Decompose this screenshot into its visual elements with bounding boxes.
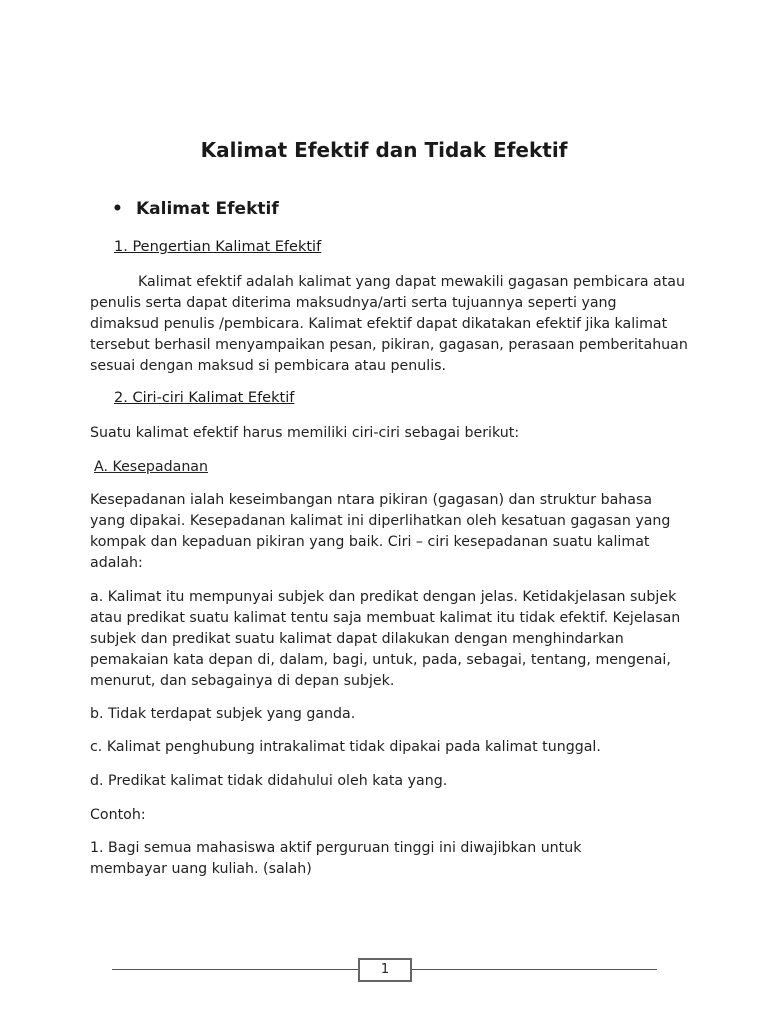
example-1: 1. Bagi semua mahasiswa aktif perguruan tinggi ini diwajibkan untuk membayar uang kuliah. (salah) xyxy=(90,840,582,877)
document-title: Kalimat Efektif dan Tidak Efektif xyxy=(200,138,568,162)
sub-a-paragraph: Kesepadanan ialah keseimbangan ntara pikiran (gagasan) dan struktur bahasa yang dipakai. Kesepadanan kalimat ini diperlihatkan oleh kesatuan gagasan yang kompak dan kepaduan pikiran yang baik. Ciri – ciri kesepadanan suatu kalimat adalah: xyxy=(90,492,671,571)
section1-paragraph: Kalimat efektif adalah kalimat yang dapat mewakili gagasan pembicara atau penulis serta dapat diterima maksudnya/arti serta tujuannya seperti yang dimaksud penulis /pembicara. Kalimat efektif dapat dikatakan efektif jika kalimat tersebut berhasil menyampaikan pesan, pikiran, gagasan, perasaan pemberitahuan sesuai dengan maksud si pembicara atau penulis. xyxy=(90,274,688,374)
section1-heading: 1. Pengertian Kalimat Efektif xyxy=(114,239,322,255)
item-c: c. Kalimat penghubung intrakalimat tidak dipakai pada kalimat tunggal. xyxy=(90,739,601,755)
bullet-icon: • xyxy=(112,199,123,219)
bullet-heading xyxy=(112,199,279,219)
section2-intro: Suatu kalimat efektif harus memiliki ciri-ciri sebagai berikut: xyxy=(90,425,520,441)
item-b: b. Tidak terdapat subjek yang ganda. xyxy=(90,706,356,722)
item-a: a. Kalimat itu mempunyai subjek dan predikat dengan jelas. Ketidakjelasan subjek atau predikat suatu kalimat tentu saja membuat kalimat itu tidak efektif. Kejelasan subjek dan predikat suatu kalimat dapat dilakukan dengan menghindarkan pemakaian kata depan di, dalam, bagi, untuk, pada, sebagai, tentang, mengenai, menurut, dan sebagainya di depan subjek. xyxy=(90,589,681,689)
bullet-heading-text: Kalimat Efektif xyxy=(136,199,279,219)
sub-a-heading: A. Kesepadanan xyxy=(94,459,208,475)
item-d: d. Predikat kalimat tidak didahului oleh kata yang. xyxy=(90,773,448,789)
contoh-label: Contoh: xyxy=(90,807,146,823)
section2-heading: 2. Ciri-ciri Kalimat Efektif xyxy=(114,390,295,406)
page-number: 1 xyxy=(358,958,412,982)
